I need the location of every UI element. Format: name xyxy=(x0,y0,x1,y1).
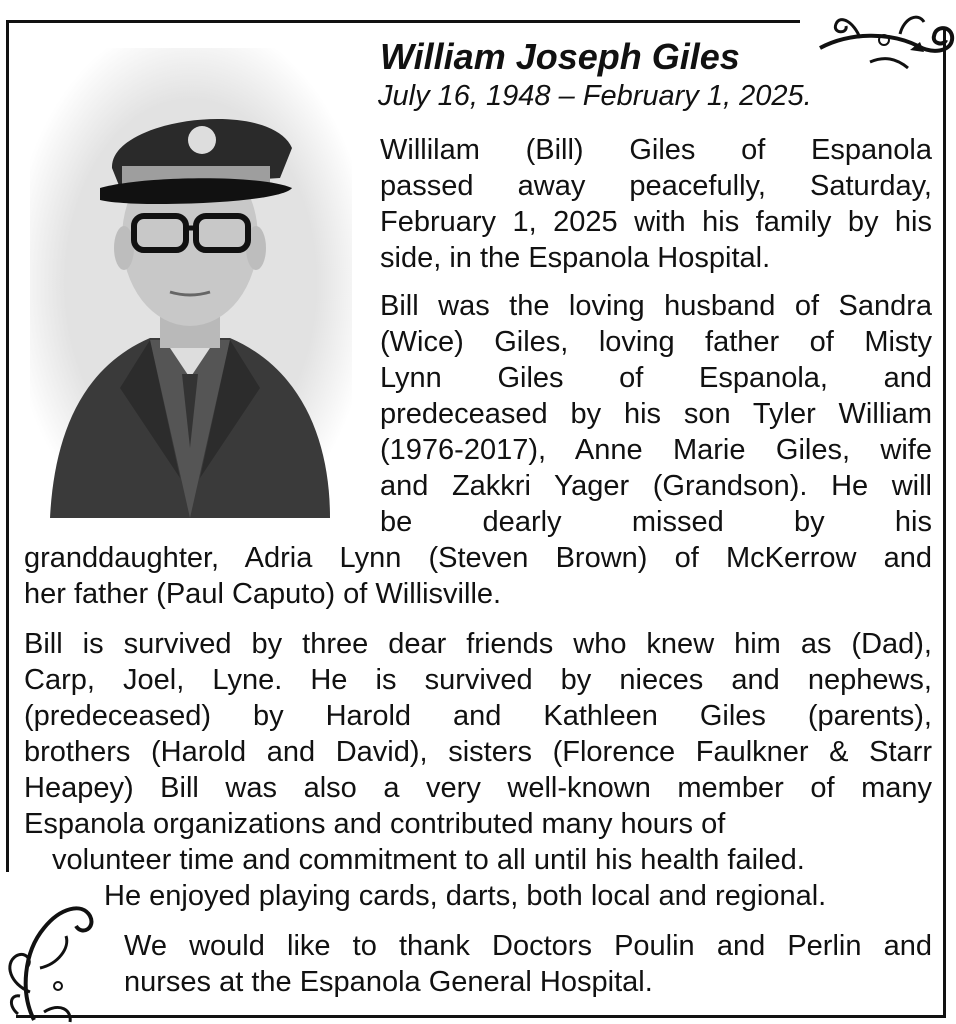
text-line: Lynn Giles of Espanola, and xyxy=(380,362,932,394)
text-line: February 1, 2025 with his family by his xyxy=(380,206,932,238)
text-line: (Wice) Giles, loving father of Misty xyxy=(380,326,932,358)
text-line: (1976-2017), Anne Marie Giles, wife xyxy=(380,434,932,466)
bottom-flourish-ornament xyxy=(0,872,120,1024)
text-line: volunteer time and commitment to all until his health failed. xyxy=(52,844,805,876)
text-line: Heapey) Bill was also a very well-known member of many xyxy=(24,772,932,804)
text-line: nurses at the Espanola General Hospital. xyxy=(124,966,653,998)
text-line: Bill was the loving husband of Sandra xyxy=(380,290,932,322)
portrait-photo xyxy=(30,48,352,518)
text-line: brothers (Harold and David), sisters (Florence Faulkner & Starr xyxy=(24,736,932,768)
life-dates: July 16, 1948 – February 1, 2025. xyxy=(378,80,812,112)
text-line: her father (Paul Caputo) of Willisville. xyxy=(24,578,502,610)
text-line: and Zakkri Yager (Grandson). He will xyxy=(380,470,932,502)
deceased-name: William Joseph Giles xyxy=(380,36,740,77)
text-line: (predeceased) by Harold and Kathleen Giles (parents), xyxy=(24,700,932,732)
text-line: He enjoyed playing cards, darts, both local and regional. xyxy=(104,880,827,912)
text-line: Bill is survived by three dear friends who knew him as (Dad), xyxy=(24,628,932,660)
text-line: side, in the Espanola Hospital. xyxy=(380,242,771,274)
text-line: granddaughter, Adria Lynn (Steven Brown) of McKerrow and xyxy=(24,542,932,574)
top-flourish-ornament xyxy=(800,2,956,78)
text-line: Willilam (Bill) Giles of Espanola xyxy=(380,134,932,166)
text-line: be dearly missed by his xyxy=(380,506,932,538)
text-line: Espanola organizations and contributed many hours of xyxy=(24,808,726,840)
text-line: predeceased by his son Tyler William xyxy=(380,398,932,430)
text-line: passed away peacefully, Saturday, xyxy=(380,170,932,202)
text-line: We would like to thank Doctors Poulin and Perlin and xyxy=(124,930,932,962)
text-line: Carp, Joel, Lyne. He is survived by nieces and nephews, xyxy=(24,664,932,696)
